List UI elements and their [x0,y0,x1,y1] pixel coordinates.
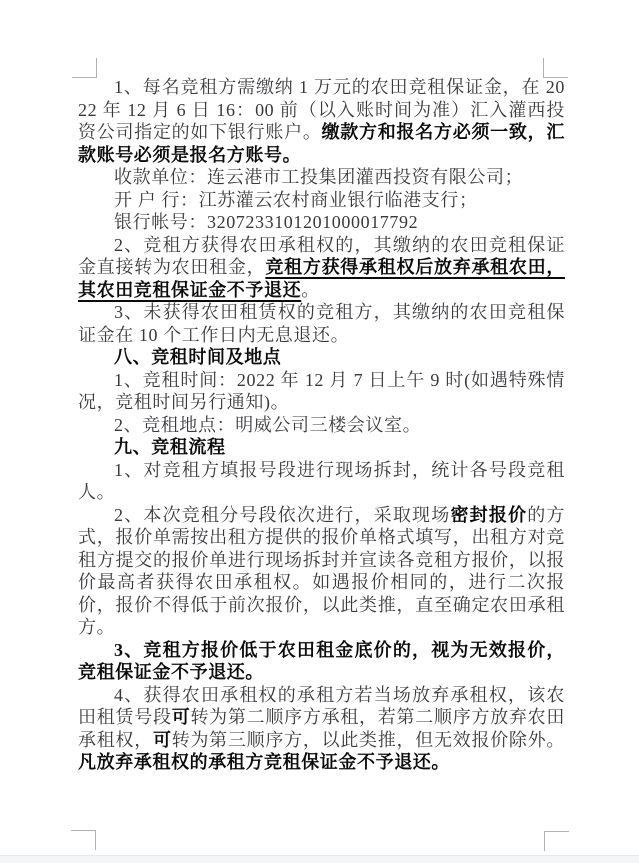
text-run: 可 [171,707,191,727]
paragraph [78,459,565,504]
paragraph [78,684,565,774]
text-run: 的方式，报价单需按出租方提供的报价单格式填写，出租方对竞租方提交的报价单进行现场拆封并宣读各竞租方报价，以报价最高者获得农田承租权。如遇报价相同的，进行二次报价，报价不得低于前次报价，以此类推，直至确定农田承租方。 [78,504,565,637]
text-boundary-corner-bottom-left-icon [71,830,96,850]
paragraph [78,211,565,234]
text-run: 转为第三顺序方，以此类推，但无效报价除外。 [171,729,566,750]
paragraph [78,504,565,639]
text-run: 九、竞租流程 [114,437,226,457]
text-run: 转为第二顺序方承租，若第二顺序方放弃农田承租权， [78,707,566,750]
text-run: 3、未获得农田租赁权的竞租方，其缴纳的农田竞租保证金在 10 个工作日内无息退还。 [78,302,565,345]
text-run: 2、本次竞租分号段依次进行，采取现场 [114,504,451,525]
paragraph [78,301,565,346]
page-bottom-edge [0,855,639,863]
text-run: 2、竞租地点：明威公司三楼会议室。 [114,414,422,435]
document-body [78,76,565,774]
section-heading [78,436,565,459]
paragraph [78,166,565,189]
paragraph [78,76,565,166]
text-run: 3、竞租方报价低于农田租金底价的，视为无效报价，竞租保证金不予退还。 [78,639,565,682]
text-run: 2、竞租方获得农田承租权的，其缴纳的农田竞租保证金直接转为农田租金， [78,234,565,277]
paragraph [78,639,565,684]
paragraph [78,234,565,302]
text-run: 凡放弃承租权的承租方竞租保证金不予退还。 [78,752,450,772]
text-run: 收款单位：连云港市工投集团灌西投资有限公司； [114,167,524,187]
paragraph [78,414,565,437]
text-run: 八、竞租时间及地点 [114,347,282,367]
text-run: 竞租方获得承租权后放弃承租农田，其农田竞租保证金不予退还 [78,257,565,300]
paragraph [78,189,565,212]
text-run: 开 户 行：江苏灌云农村商业银行临港支行； [114,189,478,210]
text-boundary-corner-bottom-right-icon [544,831,569,851]
paragraph [78,369,565,414]
text-run: 银行帐号：3207233101201000017792 [114,212,419,232]
section-heading [78,346,565,369]
text-run: 1、每名竞租方需缴纳 1 万元的农田竞租保证金，在 2022 年 12 月 6 日 16：00 前（以入账时间为准）汇入灌西投资公司指定的如下银行账户。 [78,77,565,142]
text-run: 。 [301,279,320,300]
text-boundary-corner-top-left-icon [72,58,97,78]
text-run: 可 [152,729,172,750]
text-run: 1、竞租时间：2022 年 12 月 7 日上午 9 时(如遇特殊情况，竞租时间另行通知)。 [78,369,565,412]
text-run: 1、对竞租方填报号段进行现场拆封，统计各号段竞租人。 [78,459,565,502]
text-run: 密封报价 [450,504,528,525]
text-run: 4、获得农田承租权的承租方若当场放弃承租权，该农田租赁号段 [78,684,565,727]
text-run: 缴款方和报名方必须一致，汇款账号必须是报名方账号。 [78,122,565,165]
text-boundary-corner-top-right-icon [543,58,568,78]
